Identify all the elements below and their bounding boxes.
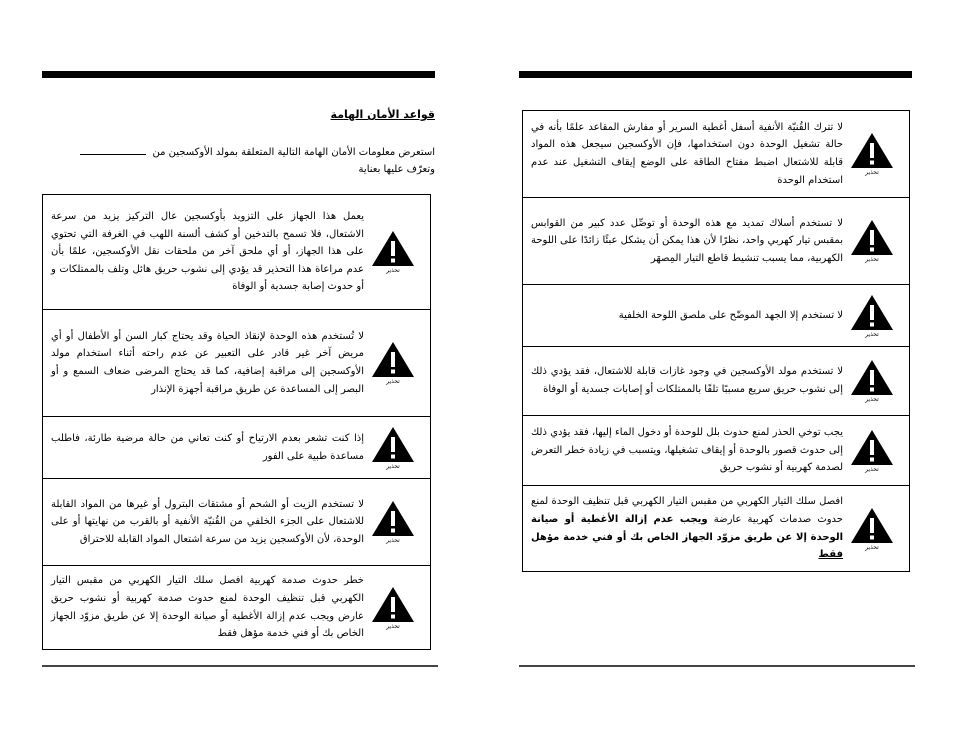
warning-caption: تحذير xyxy=(386,537,400,544)
warning-text: إذا كنت تشعر بعدم الارتياح أو كنت تعاني من حالة مرضية طارئة، فاطلب مساعدة طبية على الفور xyxy=(51,432,364,462)
warning-caption: تحذير xyxy=(865,169,879,176)
warning-row xyxy=(43,566,430,649)
warning-icon-box xyxy=(849,347,895,415)
warning-icon-box xyxy=(370,566,416,649)
warning-text: لا تُستخدم هذه الوحدة لإنقاذ الحياة وقد يحتاج كبار السن أو الأطفال أو أي مريض آخر غير قادر على التعبير عن عدم راحته أثناء استخدام مولد الأوكسجين إلى مراقبة إضافية، كما قد يحتاج المرضى ضعاف السمع و أو البصر إلى المساعدة عن طريق مراقبة أجهزة الإنذار xyxy=(51,330,364,395)
warning-caption: تحذير xyxy=(865,330,879,338)
warning-caption: تحذير xyxy=(865,396,879,403)
warning-row xyxy=(43,417,430,479)
warning-text xyxy=(531,493,843,563)
warning-icon-box xyxy=(370,417,416,478)
warning-row xyxy=(43,479,430,566)
warning-triangle-icon xyxy=(850,429,894,466)
warning-icon-box xyxy=(849,285,895,346)
page-heading: قواعد الأمان الهامة xyxy=(330,108,435,121)
warning-caption: تحذير xyxy=(865,465,879,473)
warning-triangle-icon xyxy=(371,341,415,378)
warning-icon-box xyxy=(370,479,416,565)
warning-text: يعمل هذا الجهاز على التزويد بأوكسجين عال التركيز يزيد من سرعة الاشتعال، فلا تسمح بالتدخين أو كشف ألسنة اللهب في الغرفة التي تحتوي على هذا الجهاز، أو أي ملحق آخر من ملحقات نقل الأوكسجين، علمًا بأن عدم مراعاة هذا التحذير قد يؤدي إلى نشوب حريق هائل وتلف بالممتلكات و أو حدوث إصابة جسدية أو الوفاة xyxy=(51,211,364,293)
warning-triangle-icon xyxy=(850,294,894,331)
warning-triangle-icon xyxy=(371,586,415,623)
warning-caption: تحذير xyxy=(386,462,400,470)
warning-icon-box xyxy=(849,198,895,284)
intro-blank-line xyxy=(80,144,146,155)
intro-text: استعرض معلومات الأمان الهامة التالية المتعلقة بمولد الأوكسجين من xyxy=(152,147,435,158)
right-header-bar xyxy=(519,71,912,78)
warning-icon-box xyxy=(370,195,416,309)
right-warning-panel xyxy=(522,110,910,572)
warning-triangle-icon xyxy=(850,219,894,256)
warning-icon-box xyxy=(849,111,895,197)
left-header-bar xyxy=(42,71,435,78)
warning-row xyxy=(43,310,430,417)
warning-triangle-icon xyxy=(850,359,894,396)
warning-triangle-icon xyxy=(371,426,415,463)
warning-row xyxy=(523,416,909,486)
warning-row xyxy=(523,285,909,347)
left-footer-rule xyxy=(42,665,438,667)
warning-text: خطر حدوث صدمة كهربية افصل سلك التيار الكهربي من مقبس التيار الكهربي قبل تنظيف الوحدة لمنع حدوث صدمة كهربية أو نشوب حريق عارض ويجب عدم إزالة الأغطية أو صيانة الوحدة إلا عن طريق مزوّد الجهاز الخاص بك أو فني خدمة مؤهل فقط xyxy=(51,575,364,640)
warning-row xyxy=(523,486,909,571)
warning-icon-box xyxy=(849,416,895,485)
warning-text: لا تترك القُنيّة الأنفية أسفل أغطية السرير أو مفارش المقاعد علمًا بأنه في حالة تشغيل الوحدة دون استخدامها، فإن الأوكسجين سيجعل هذه المواد قابلة للاشتعال اضبط مفتاح الطاقة على الوضع إيقاف التشغيل عند عدم استخدام الوحدة xyxy=(531,121,843,186)
warning-triangle-icon xyxy=(850,132,894,169)
intro-paragraph xyxy=(42,144,435,178)
warning-icon-box xyxy=(849,486,895,571)
warning-text: لا تستخدم مولد الأوكسجين في وجود غازات قابلة للاشتعال، فقد يؤدي ذلك إلى نشوب حريق سريع مسببًا تلفًا بالممتلكات أو إصابات جسدية أو الوفاة xyxy=(531,366,843,395)
warning-row xyxy=(523,111,909,198)
warning-caption: تحذير xyxy=(865,543,879,551)
warning-caption: تحذير xyxy=(386,378,400,385)
warning-caption: تحذير xyxy=(386,622,400,630)
warning-text-bold: ويجب عدم إزالة الأغطية أو صيانة الوحدة إلا عن طريق مزوّد الجهاز الخاص بك أو فني خدمة مؤهل xyxy=(531,513,843,543)
warning-text: يجب توخي الحذر لمنع حدوث بلل للوحدة أو دخول الماء إليها، فقد يؤدي ذلك إلى حدوث قصور بالوحدة أو إيقاف تشغيلها، ويتسبب في زيادة خطر التعرض لصدمة كهربية أو نشوب حريق xyxy=(531,427,843,474)
warning-text-plain: افصل سلك التيار الكهربي من مقبس التيار الكهربي قبل تنظيف الوحدة لمنع حدوث صدمات كهربية عارضة xyxy=(531,496,843,525)
warning-row xyxy=(523,347,909,416)
warning-icon-box xyxy=(370,310,416,416)
warning-triangle-icon xyxy=(371,230,415,267)
warning-text: لا تستخدم أسلاك تمديد مع هذه الوحدة أو توصِّل عدد كبير من القوابس بمقبس تيار كهربي واحد، نظرًا لأن هذا يمكن أن يشكل عبئًا زائدًا على اللوحة الكهربية، مما يسبب تنشيط قاطع التيار المِصهَر xyxy=(531,217,843,264)
left-warning-panel xyxy=(42,194,431,650)
warning-text: لا تستخدم الزيت أو الشحم أو مشتقات البترول أو غيرها من المواد القابلة للاشتعال على الجزء الخلفي من القُنيّة الأنفية أو بالقرب من نهايتها أو على الوحدة، لأن الأوكسجين يزيد من سرعة اشتعال المواد القابلة للاحتراق xyxy=(51,498,364,545)
warning-caption: تحذير xyxy=(386,267,400,274)
warning-row xyxy=(43,195,430,310)
warning-caption: تحذير xyxy=(865,256,879,263)
warning-text-bold-underlined: فقط xyxy=(818,549,843,561)
warning-triangle-icon xyxy=(371,500,415,537)
right-footer-rule xyxy=(519,665,915,667)
warning-triangle-icon xyxy=(850,507,894,544)
warning-text: لا تستخدم إلا الجهد الموضّح على ملصق اللوحة الخلفية xyxy=(618,309,843,321)
warning-row xyxy=(523,198,909,285)
intro-text-line2: وتعرّف عليها بعناية xyxy=(358,164,435,175)
